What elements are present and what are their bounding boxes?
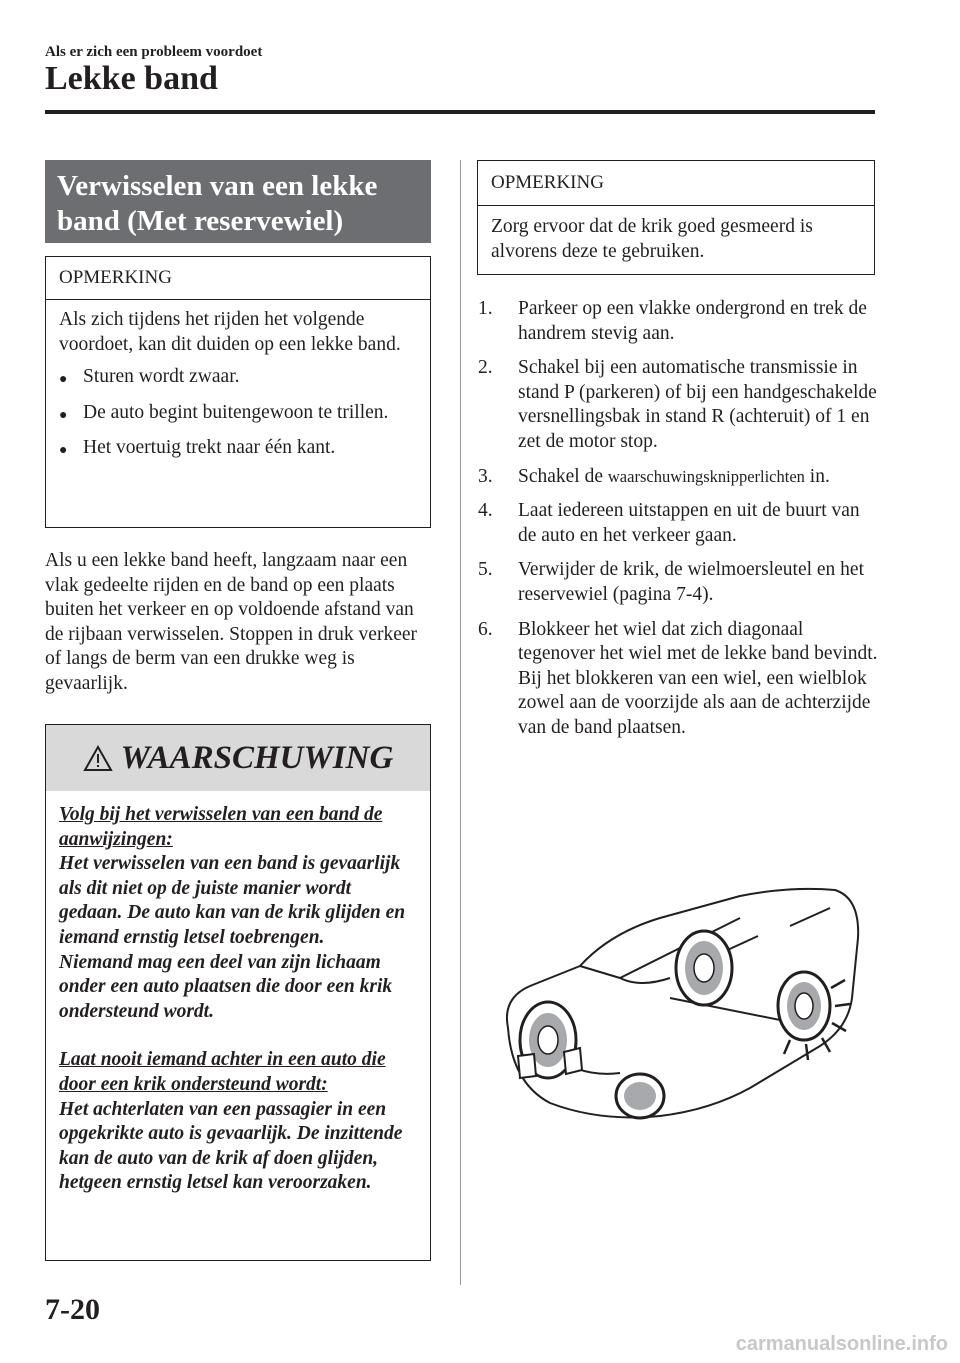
column-divider bbox=[460, 160, 461, 1285]
chapter-label: Als er zich een probleem voordoet bbox=[45, 44, 263, 60]
page-title: Lekke band bbox=[45, 60, 218, 97]
steps-list bbox=[477, 297, 882, 751]
warning-triangle-icon bbox=[83, 745, 113, 772]
section-title: Verwisselen van een lekke band (Met reservewiel) bbox=[45, 160, 431, 243]
list-item: ● Sturen wordt zwaar. bbox=[59, 366, 240, 388]
note-body: Als zich tijdens het rijden het volgende voordoet, kan dit duiden op een lekke band. ● Sturen wordt zwaar. ● De auto begint buitengewoon te trillen. ● Het voertuig trekt naar één kant. bbox=[46, 300, 430, 464]
car-wheel-block-illustration bbox=[490, 878, 870, 1128]
note-box-symptoms bbox=[45, 256, 431, 528]
warning-title: WAARSCHUWING bbox=[120, 739, 394, 776]
flat-tire-wheel bbox=[778, 972, 850, 1060]
list-item: ● Het voertuig trekt naar één kant. bbox=[59, 437, 336, 459]
list-item: ● De auto begint buitengewoon te trillen. bbox=[59, 401, 389, 423]
wheel-front-blocked bbox=[518, 1002, 582, 1078]
note-body: Zorg ervoor dat de krik goed gesmeerd is alvorens deze te gebruiken. bbox=[491, 216, 813, 262]
note-heading: OPMERKING bbox=[46, 257, 430, 300]
wheel-front-bottom bbox=[616, 1074, 664, 1118]
list-item: 4. Laat iedereen uitstappen en uit de buurt van de auto en het verkeer gaan. bbox=[478, 500, 860, 546]
list-item: 2. Schakel bij een automatische transmissie in stand P (parkeren) of bij een handgeschakelde versnellingsbak in stand R (achteruit) of 1 en zet de motor stop. bbox=[478, 357, 877, 452]
note-heading: OPMERKING bbox=[478, 161, 874, 206]
warning-header bbox=[46, 725, 430, 791]
footer-watermark: carmanualsonline.info bbox=[735, 1333, 948, 1355]
list-item: 5. Verwijder de krik, de wielmoersleutel en het reservewiel (pagina 7-4). bbox=[478, 559, 865, 605]
wheel-rear-top bbox=[676, 931, 732, 1005]
page-number: 7-20 bbox=[45, 1293, 100, 1326]
list-item: 3. Schakel de waarschuwingsknipperlichten in. bbox=[478, 465, 830, 487]
intro-paragraph: Als u een lekke band heeft, langzaam naar een vlak gedeelte rijden en de band op een plaats buiten het verkeer en op voldoende afstand van de rijbaan verwisselen. Stoppen in druk verkeer of langs de berm van een drukke weg is gevaarlijk. bbox=[45, 550, 418, 694]
warning-box bbox=[45, 724, 431, 1261]
header-divider bbox=[45, 110, 875, 114]
note-box-jack bbox=[477, 160, 875, 275]
warning-body: Volg bij het verwisselen van een band de aanwijzingen: Het verwisselen van een band is gevaarlijk als dit niet op de juiste manier wordt gedaan. De auto kan van de krik glijden en iemand ernstig letsel toebrengen. Niemand mag een deel van zijn lichaam onder een auto plaatsen die door een krik ondersteund wordt. Laat nooit iemand achter in een auto die door een krik ondersteund wordt: Het achterlaten van een passagier in een opgekrikte auto is gevaarlijk. De inzittende kan de auto van de krik af doen glijden, hetgeen ernstig letsel kan veroorzaken. bbox=[59, 804, 406, 1194]
list-item: 6. Blokkeer het wiel dat zich diagonaal tegenover het wiel met de lekke band bevindt. Bij het blokkeren van een wiel, een wielblok zowel aan de voorzijde als aan de achterzijde van de band plaatsen. bbox=[478, 618, 878, 738]
list-item: 1. Parkeer op een vlakke ondergrond en trek de handrem stevig aan. bbox=[478, 298, 867, 344]
